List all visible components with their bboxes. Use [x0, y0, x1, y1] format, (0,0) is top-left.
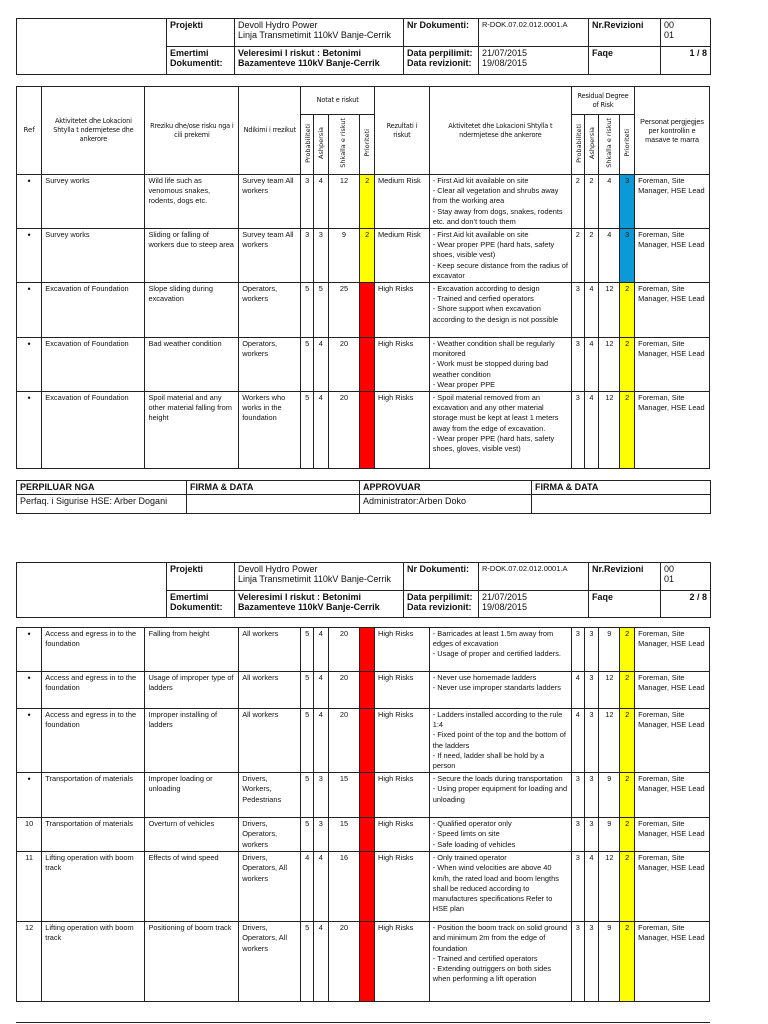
row-measures: - Barricades at least 1.5m away from edges of excavation - Usage of proper and certified ladders. — [429, 628, 571, 672]
row-rezultati: High Risks — [375, 392, 430, 469]
row-measures: - Spoil material removed from an excavation and any other material storage must be kept at least 1 meters away from the edge of excavation. - Wear proper PPE (hard hats, safety shoes, gloves, visible vest) — [429, 392, 571, 469]
row-res-prioriteti: 2 — [620, 709, 635, 773]
col-rezultati: Rezultati i riskut — [375, 87, 430, 175]
table-row — [17, 392, 710, 469]
row-impact: Operators, workers — [239, 283, 301, 338]
approvuar-label: APPROVUAR — [360, 481, 532, 495]
data-labels: Data perpilimit: Data revizionit: — [404, 590, 479, 618]
faqe-label: Faqe — [589, 590, 661, 618]
row-ashpersia: 5 — [313, 283, 328, 338]
col-ndikimi: Ndikimi i rrezikut — [239, 87, 301, 175]
nr-dokumenti-label: Nr Dokumenti: — [404, 19, 479, 47]
row-impact: Drivers, Operators, workers — [239, 818, 301, 852]
row-res-prioriteti: 2 — [620, 818, 635, 852]
col-aktivitetet2: Aktivitetet dhe Lokacioni Shtylla t ndermjetese dhe ankerore — [429, 87, 571, 175]
row-ref: • — [17, 175, 42, 229]
row-res-probabiliteti: 4 — [571, 709, 584, 773]
row-res-shkalla: 12 — [599, 852, 620, 922]
row-personat: Foreman, Site Manager, HSE Lead — [635, 852, 710, 922]
row-res-prioriteti: 2 — [620, 628, 635, 672]
footer-rule — [16, 1022, 710, 1023]
col-res-prioriteti: Prioriteti — [620, 115, 635, 175]
table-row — [17, 672, 710, 709]
row-shkalla: 25 — [328, 283, 360, 338]
row-ref: • — [17, 229, 42, 283]
row-personat: Foreman, Site Manager, HSE Lead — [635, 338, 710, 392]
row-activity: Access and egress in to the foundation — [42, 709, 145, 773]
row-activity: Lifting operation with boom track — [42, 852, 145, 922]
row-shkalla: 15 — [328, 773, 360, 818]
row-ref: • — [17, 338, 42, 392]
nr-revizioni-label: Nr.Revizioni — [589, 563, 661, 591]
row-measures: - Secure the loads during transportation - Using proper equipment for loading and unloading — [429, 773, 571, 818]
col-probabiliteti: Probabiliteti — [301, 115, 314, 175]
row-prioriteti: 1 — [360, 392, 375, 469]
table-row — [17, 628, 710, 672]
approvuar-value: Administrator:Arben Doko — [360, 495, 532, 514]
firma1-value — [187, 495, 360, 514]
row-res-ashpersia: 3 — [584, 709, 599, 773]
risk-table-page2 — [16, 627, 710, 1002]
row-res-probabiliteti: 3 — [571, 392, 584, 469]
row-res-ashpersia: 4 — [584, 283, 599, 338]
row-hazard: Improper installing of ladders — [145, 709, 239, 773]
row-personat: Foreman, Site Manager, HSE Lead — [635, 283, 710, 338]
row-activity: Access and egress in to the foundation — [42, 672, 145, 709]
row-res-probabiliteti: 3 — [571, 628, 584, 672]
data-values: 21/07/2015 19/08/2015 — [479, 590, 589, 618]
row-res-prioriteti: 2 — [620, 852, 635, 922]
row-shkalla: 20 — [328, 338, 360, 392]
document-header-page2 — [16, 562, 711, 618]
row-activity: Transportation of materials — [42, 818, 145, 852]
faqe-value: 1 / 8 — [661, 47, 711, 75]
row-res-shkalla: 4 — [599, 175, 620, 229]
row-impact: Drivers, Workers, Pedestrians — [239, 773, 301, 818]
row-rezultati: High Risks — [375, 628, 430, 672]
row-res-prioriteti: 2 — [620, 773, 635, 818]
row-probabiliteti: 5 — [301, 922, 314, 1002]
row-res-prioriteti: 3 — [620, 229, 635, 283]
row-probabiliteti: 5 — [301, 818, 314, 852]
row-impact: All workers — [239, 672, 301, 709]
projekti-label: Projekti — [167, 19, 235, 47]
row-personat: Foreman, Site Manager, HSE Lead — [635, 229, 710, 283]
table-row — [17, 709, 710, 773]
row-res-shkalla: 4 — [599, 229, 620, 283]
row-res-probabiliteti: 3 — [571, 852, 584, 922]
row-measures: - Never use homemade ladders - Never use improper standarts ladders — [429, 672, 571, 709]
row-shkalla: 15 — [328, 818, 360, 852]
table-row — [17, 922, 710, 1002]
row-ref: • — [17, 392, 42, 469]
row-impact: Drivers, Operators, All workers — [239, 922, 301, 1002]
row-impact: Workers who works in the foundation — [239, 392, 301, 469]
row-measures: - Only trained operator - When wind velocities are above 40 km/h, the rated load and boom lengths shall be reduced according to manufactures specifications Refer to HSE plan — [429, 852, 571, 922]
row-res-probabiliteti: 4 — [571, 672, 584, 709]
row-measures: - Qualified operator only - Speed limts on site - Safe loading of vehicles — [429, 818, 571, 852]
row-activity: Access and egress in to the foundation — [42, 628, 145, 672]
row-res-probabiliteti: 3 — [571, 818, 584, 852]
table-row — [17, 175, 710, 229]
document-header-page1 — [16, 18, 711, 75]
col-res-probabiliteti: Probabiliteti — [571, 115, 584, 175]
col-shkalla: Shkalla e riskut — [328, 115, 360, 175]
row-shkalla: 20 — [328, 672, 360, 709]
row-res-ashpersia: 3 — [584, 628, 599, 672]
row-prioriteti: 1 — [360, 283, 375, 338]
row-rezultati: High Risks — [375, 773, 430, 818]
row-hazard: Effects of wind speed — [145, 852, 239, 922]
nr-revizioni-value: 00 01 — [661, 19, 711, 47]
row-shkalla: 16 — [328, 852, 360, 922]
emertimi-value: Veleresimi I riskut : Betonimi Bazamenteve 110kV Banje-Cerrik — [235, 590, 404, 618]
col-res-shkalla: Shkalla e riskut — [599, 115, 620, 175]
row-prioriteti: 1 — [360, 672, 375, 709]
row-res-probabiliteti: 2 — [571, 229, 584, 283]
row-probabiliteti: 5 — [301, 392, 314, 469]
row-hazard: Usage of improper type of ladders — [145, 672, 239, 709]
nr-dokumenti-value: R-DOK.07.02.012.0001.A — [479, 19, 589, 47]
row-hazard: Slope sliding during excavation — [145, 283, 239, 338]
row-rezultati: High Risks — [375, 922, 430, 1002]
row-ashpersia: 3 — [313, 229, 328, 283]
row-rezultati: High Risks — [375, 852, 430, 922]
row-ref: • — [17, 773, 42, 818]
firma1-label: FIRMA & DATA — [187, 481, 360, 495]
row-hazard: Wild life such as venomous snakes, rodents, dogs etc. — [145, 175, 239, 229]
table-row — [17, 283, 710, 338]
row-personat: Foreman, Site Manager, HSE Lead — [635, 628, 710, 672]
row-res-probabiliteti: 3 — [571, 283, 584, 338]
row-ashpersia: 4 — [313, 628, 328, 672]
risk-table-page1 — [16, 86, 710, 469]
projekti-value: Devoll Hydro Power Linja Transmetimit 110kV Banje-Cerrik — [235, 19, 404, 47]
col-aktivitetet: Aktivitetet dhe Lokacioni Shtylla t ndermjetese dhe ankerore — [42, 87, 145, 175]
row-ref: 12 — [17, 922, 42, 1002]
row-ref: 10 — [17, 818, 42, 852]
row-res-probabiliteti: 2 — [571, 175, 584, 229]
row-personat: Foreman, Site Manager, HSE Lead — [635, 672, 710, 709]
row-measures: - Ladders installed according to the rule 1:4 - Fixed point of the top and the bottom of the ladders - If need, ladder shall be hold by a person — [429, 709, 571, 773]
row-shkalla: 9 — [328, 229, 360, 283]
row-shkalla: 20 — [328, 709, 360, 773]
signature-block — [16, 480, 711, 514]
row-rezultati: High Risks — [375, 283, 430, 338]
row-res-ashpersia: 4 — [584, 338, 599, 392]
row-ashpersia: 3 — [313, 818, 328, 852]
row-res-ashpersia: 2 — [584, 175, 599, 229]
row-ashpersia: 4 — [313, 175, 328, 229]
row-ashpersia: 4 — [313, 709, 328, 773]
row-res-shkalla: 12 — [599, 283, 620, 338]
emertimi-value: Veleresimi I riskut : Betonimi Bazamenteve 110kV Banje-Cerrik — [235, 47, 404, 75]
row-ashpersia: 4 — [313, 338, 328, 392]
row-res-ashpersia: 3 — [584, 773, 599, 818]
projekti-label: Projekti — [167, 563, 235, 591]
row-rezultati: High Risks — [375, 709, 430, 773]
row-activity: Excavation of Foundation — [42, 338, 145, 392]
logo-area — [17, 19, 167, 75]
row-personat: Foreman, Site Manager, HSE Lead — [635, 922, 710, 1002]
row-probabiliteti: 5 — [301, 338, 314, 392]
col-personat: Personat pergjegjes per kontrollin e masave te marra — [635, 87, 710, 175]
row-personat: Foreman, Site Manager, HSE Lead — [635, 709, 710, 773]
row-personat: Foreman, Site Manager, HSE Lead — [635, 175, 710, 229]
row-hazard: Positioning of boom track — [145, 922, 239, 1002]
row-impact: All workers — [239, 709, 301, 773]
row-impact: Drivers, Operators, All workers — [239, 852, 301, 922]
row-res-probabiliteti: 3 — [571, 773, 584, 818]
row-shkalla: 20 — [328, 628, 360, 672]
row-activity: Transportation of materials — [42, 773, 145, 818]
row-measures: - First Aid kit available on site - Wear proper PPE (hard hats, safety shoes, visible vest) - Keep secure distance from the radius of excavator — [429, 229, 571, 283]
row-impact: Survey team All workers — [239, 175, 301, 229]
row-res-shkalla: 12 — [599, 392, 620, 469]
emertimi-label: Emertimi Dokumentit: — [167, 590, 235, 618]
row-shkalla: 12 — [328, 175, 360, 229]
row-res-ashpersia: 3 — [584, 672, 599, 709]
nr-dokumenti-value: R-DOK.07.02.012.0001.A — [479, 563, 589, 591]
row-ref: 11 — [17, 852, 42, 922]
faqe-value: 2 / 8 — [661, 590, 711, 618]
col-residual: Residual Degree of Risk — [571, 87, 634, 115]
data-labels: Data perpilimit: Data revizionit: — [404, 47, 479, 75]
row-measures: - Weather condition shall be regularly monitored - Work must be stopped during bad weather condition - Wear proper PPE — [429, 338, 571, 392]
col-rreziku: Rreziku dhe/ose risku nga i cili prekemi — [145, 87, 239, 175]
col-notat: Notat e riskut — [301, 87, 375, 115]
row-impact: Survey team All workers — [239, 229, 301, 283]
row-rezultati: High Risks — [375, 818, 430, 852]
row-res-prioriteti: 2 — [620, 922, 635, 1002]
row-personat: Foreman, Site Manager, HSE Lead — [635, 818, 710, 852]
nr-revizioni-value: 00 01 — [661, 563, 711, 591]
row-prioriteti: 1 — [360, 628, 375, 672]
row-prioriteti: 2 — [360, 229, 375, 283]
table-row — [17, 229, 710, 283]
row-prioriteti: 1 — [360, 709, 375, 773]
row-probabiliteti: 3 — [301, 229, 314, 283]
row-shkalla: 20 — [328, 922, 360, 1002]
row-hazard: Improper loading or unloading — [145, 773, 239, 818]
row-probabiliteti: 3 — [301, 175, 314, 229]
row-hazard: Spoil material and any other material falling from height — [145, 392, 239, 469]
emertimi-label: Emertimi Dokumentit: — [167, 47, 235, 75]
row-res-ashpersia: 2 — [584, 229, 599, 283]
table-row — [17, 338, 710, 392]
row-activity: Survey works — [42, 175, 145, 229]
row-prioriteti: 1 — [360, 852, 375, 922]
row-rezultati: Medium Risk — [375, 175, 430, 229]
row-res-probabiliteti: 3 — [571, 922, 584, 1002]
logo-area — [17, 563, 167, 618]
row-probabiliteti: 4 — [301, 852, 314, 922]
firma2-label: FIRMA & DATA — [532, 481, 711, 495]
row-personat: Foreman, Site Manager, HSE Lead — [635, 773, 710, 818]
data-values: 21/07/2015 19/08/2015 — [479, 47, 589, 75]
row-hazard: Sliding or falling of workers due to steep area — [145, 229, 239, 283]
row-res-prioriteti: 2 — [620, 672, 635, 709]
row-activity: Survey works — [42, 229, 145, 283]
perpiluar-label: PERPILUAR NGA — [17, 481, 187, 495]
row-probabiliteti: 5 — [301, 672, 314, 709]
row-rezultati: High Risks — [375, 338, 430, 392]
row-prioriteti: 1 — [360, 773, 375, 818]
col-res-ashpersia: Ashpersia — [584, 115, 599, 175]
row-probabiliteti: 5 — [301, 283, 314, 338]
row-ashpersia: 3 — [313, 773, 328, 818]
row-res-ashpersia: 4 — [584, 392, 599, 469]
row-personat: Foreman, Site Manager, HSE Lead — [635, 392, 710, 469]
row-res-shkalla: 12 — [599, 709, 620, 773]
table-row — [17, 852, 710, 922]
row-hazard: Falling from height — [145, 628, 239, 672]
row-res-ashpersia: 3 — [584, 818, 599, 852]
nr-dokumenti-label: Nr Dokumenti: — [404, 563, 479, 591]
row-measures: - First Aid kit available on site - Clear all vegetation and shrubs away from the working area - Stay away from dogs, snakes, rodents etc. and don’t touch them — [429, 175, 571, 229]
row-prioriteti: 1 — [360, 338, 375, 392]
row-probabiliteti: 5 — [301, 628, 314, 672]
firma2-value — [532, 495, 711, 514]
row-impact: Operators, workers — [239, 338, 301, 392]
table-row — [17, 773, 710, 818]
row-prioriteti: 1 — [360, 818, 375, 852]
row-activity: Lifting operation with boom track — [42, 922, 145, 1002]
row-res-shkalla: 9 — [599, 922, 620, 1002]
row-shkalla: 20 — [328, 392, 360, 469]
row-measures: - Excavation according to design - Trained and cerfied operators - Shore support when excavation according to the design is not possible — [429, 283, 571, 338]
row-activity: Excavation of Foundation — [42, 283, 145, 338]
row-res-shkalla: 9 — [599, 773, 620, 818]
row-ref: • — [17, 709, 42, 773]
row-res-ashpersia: 4 — [584, 852, 599, 922]
row-ashpersia: 4 — [313, 672, 328, 709]
perpiluar-value: Perfaq. i Sigurise HSE: Arber Dogani — [17, 495, 187, 514]
row-ref: • — [17, 672, 42, 709]
row-prioriteti: 2 — [360, 175, 375, 229]
row-ashpersia: 4 — [313, 852, 328, 922]
col-ashpersia: Ashpersia — [313, 115, 328, 175]
row-ref: • — [17, 283, 42, 338]
row-res-shkalla: 12 — [599, 672, 620, 709]
col-ref: Ref — [17, 87, 42, 175]
row-res-prioriteti: 3 — [620, 175, 635, 229]
row-res-shkalla: 9 — [599, 818, 620, 852]
row-res-prioriteti: 2 — [620, 392, 635, 469]
row-prioriteti: 1 — [360, 922, 375, 1002]
row-measures: - Position the boom track on solid ground and minimum 2m from the edge of foundation - Trained and certified operators - Extending outriggers on both sides when performing a lift operation — [429, 922, 571, 1002]
nr-revizioni-label: Nr.Revizioni — [589, 19, 661, 47]
row-activity: Excavation of Foundation — [42, 392, 145, 469]
row-rezultati: Medium Risk — [375, 229, 430, 283]
row-ref: • — [17, 628, 42, 672]
row-hazard: Overturn of vehicles — [145, 818, 239, 852]
row-res-probabiliteti: 3 — [571, 338, 584, 392]
row-hazard: Bad weather condition — [145, 338, 239, 392]
row-res-shkalla: 12 — [599, 338, 620, 392]
row-ashpersia: 4 — [313, 922, 328, 1002]
row-res-prioriteti: 2 — [620, 283, 635, 338]
row-res-ashpersia: 3 — [584, 922, 599, 1002]
table-row — [17, 818, 710, 852]
row-impact: All workers — [239, 628, 301, 672]
row-probabiliteti: 5 — [301, 709, 314, 773]
projekti-value: Devoll Hydro Power Linja Transmetimit 110kV Banje-Cerrik — [235, 563, 404, 591]
row-rezultati: High Risks — [375, 672, 430, 709]
col-prioriteti: Prioriteti — [360, 115, 375, 175]
row-res-prioriteti: 2 — [620, 338, 635, 392]
row-res-shkalla: 9 — [599, 628, 620, 672]
row-probabiliteti: 5 — [301, 773, 314, 818]
faqe-label: Faqe — [589, 47, 661, 75]
row-ashpersia: 4 — [313, 392, 328, 469]
